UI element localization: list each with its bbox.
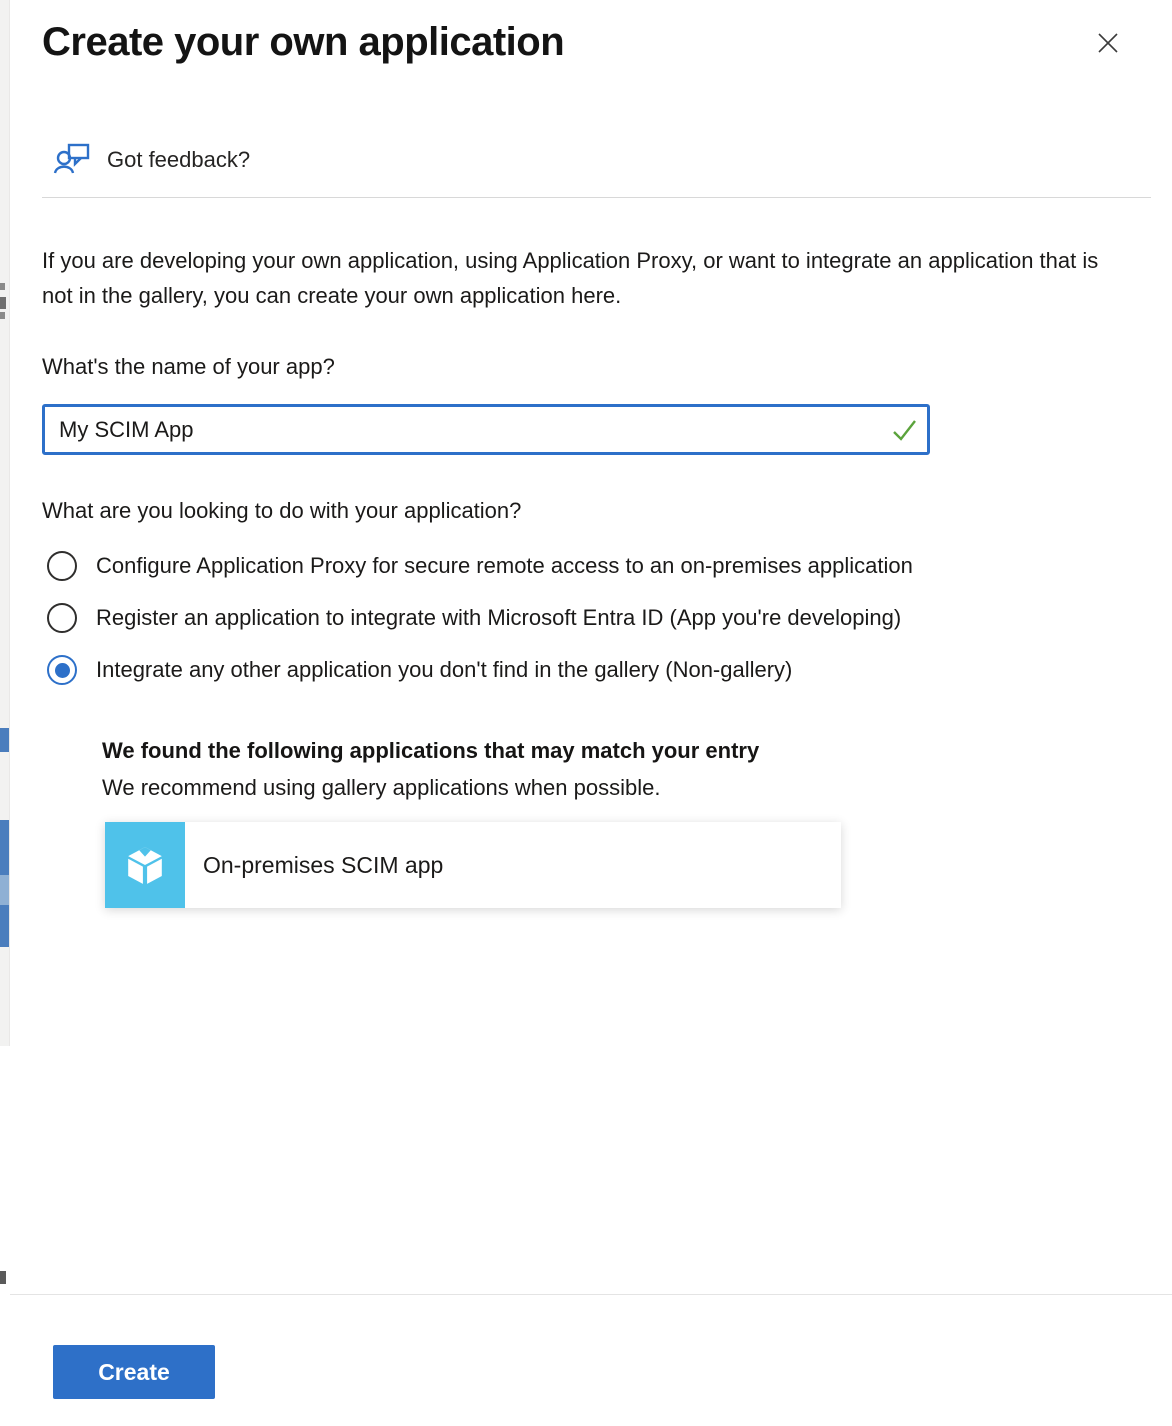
radio-option-label: Register an application to integrate with Microsoft Entra ID (App you're developing) (96, 605, 902, 630)
background-artifact (0, 312, 5, 319)
radio-option-app-proxy[interactable] (47, 551, 913, 581)
checkmark-icon (891, 417, 918, 444)
background-artifact (0, 283, 5, 290)
close-icon (1093, 28, 1123, 58)
close-button[interactable] (1092, 28, 1124, 60)
background-artifact (0, 728, 9, 752)
background-artifact (0, 1271, 6, 1284)
cube-icon (124, 844, 166, 886)
radio-option-app-registration[interactable] (47, 603, 901, 633)
purpose-label: What are you looking to do with your application? (42, 498, 522, 523)
create-application-panel (10, 0, 1172, 1426)
panel-footer (10, 1294, 1172, 1426)
radio-option-label: Configure Application Proxy for secure remote access to an on-premises application (96, 553, 913, 578)
suggested-app-name: On-premises SCIM app (203, 851, 444, 878)
radio-option-non-gallery[interactable] (47, 655, 792, 685)
background-artifact (0, 875, 9, 905)
background-artifact (0, 905, 9, 947)
suggested-app-card[interactable] (105, 822, 841, 908)
create-button[interactable]: Create (53, 1345, 215, 1399)
app-name-label: What's the name of your app? (42, 354, 335, 379)
suggestions-subheading: We recommend using gallery applications when possible. (102, 775, 661, 800)
page-title: Create your own application (42, 20, 565, 64)
app-name-input-wrap (42, 404, 930, 455)
intro-text: If you are developing your own application, using Application Proxy, or want to integrate an application that is not in the gallery, you can create your own application here. (42, 248, 1099, 308)
background-artifact (0, 820, 9, 875)
app-tile (105, 822, 185, 908)
suggestions-heading: We found the following applications that may match your entry (102, 738, 760, 763)
background-artifact (0, 297, 6, 309)
header-divider (42, 197, 1151, 198)
radio-button (47, 655, 77, 685)
app-name-input[interactable] (42, 404, 930, 455)
radio-button (47, 603, 77, 633)
feedback-label: Got feedback? (107, 147, 251, 172)
feedback-icon (53, 140, 93, 180)
got-feedback-button[interactable] (53, 140, 250, 180)
radio-button (47, 551, 77, 581)
radio-option-label: Integrate any other application you don't find in the gallery (Non-gallery) (96, 657, 793, 682)
background-page-edge (0, 0, 10, 1046)
